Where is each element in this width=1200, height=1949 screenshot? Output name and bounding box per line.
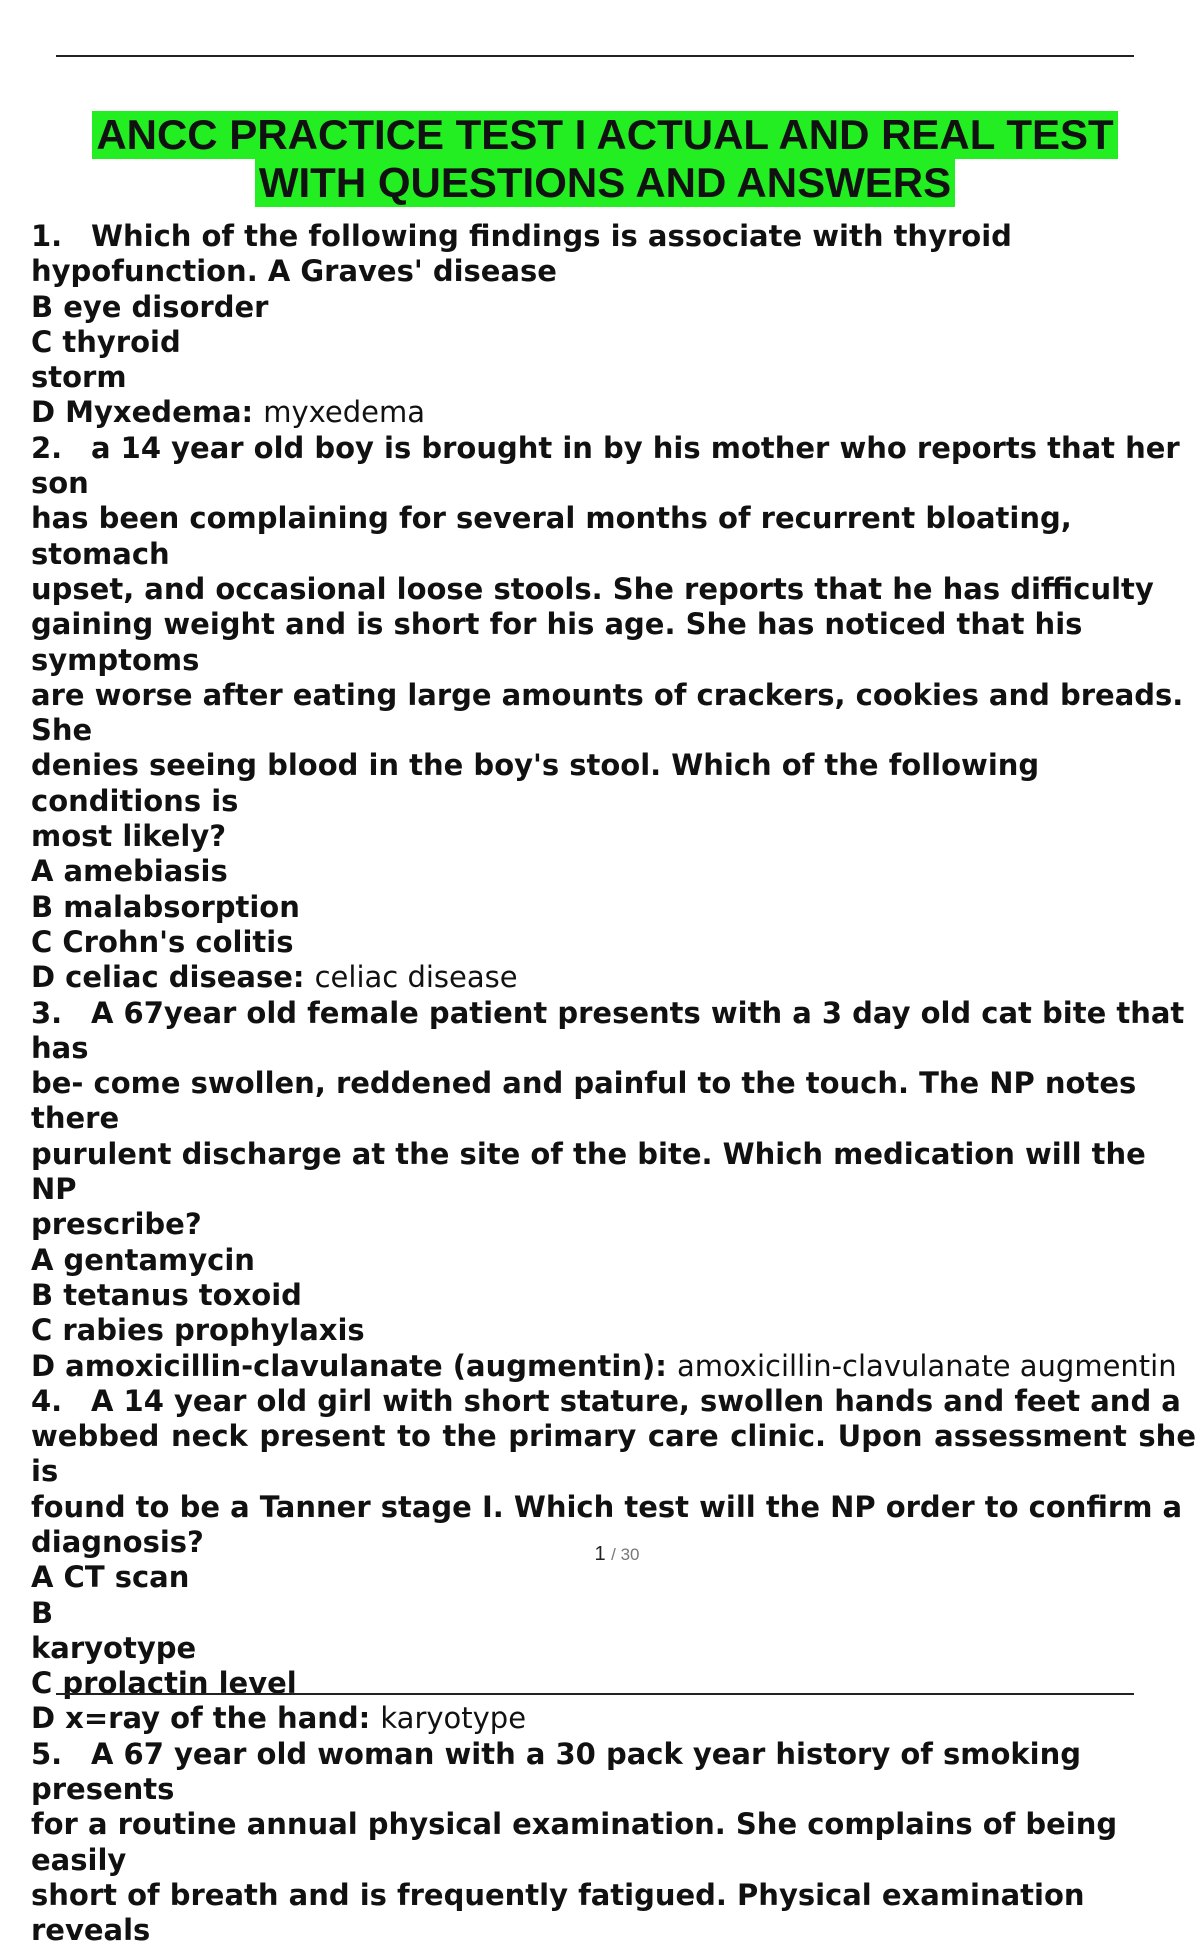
bottom-rule — [56, 1693, 1134, 1695]
option-b: B malabsorption — [31, 889, 300, 924]
question-number: 1. — [31, 219, 63, 253]
question-line: prescribe? — [31, 1207, 202, 1242]
option-c: C prolactin level — [31, 1666, 297, 1701]
question-line: for a routine annual physical examination. She complains of being easily — [31, 1807, 1118, 1877]
question-line: webbed neck present to the primary care clinic. Upon assessment she is — [31, 1419, 1196, 1489]
question-number: 3. — [31, 995, 63, 1030]
question-list — [31, 219, 1196, 1949]
option-c: C rabies prophylaxis — [31, 1313, 365, 1348]
document-title — [30, 111, 1180, 207]
option-d-answer: D celiac disease: celiac disease — [31, 960, 518, 995]
question-2-stem: 2. a 14 year old boy is brought in by his mother who reports that her son — [31, 430, 1180, 501]
question-line: most likely? — [31, 819, 227, 854]
question-line: found to be a Tanner stage I. Which test will the NP order to confirm a — [31, 1489, 1183, 1524]
option-a: A amebiasis — [31, 854, 228, 889]
option-a: A gentamycin — [31, 1242, 255, 1277]
question-number: 5. — [31, 1736, 63, 1771]
total-pages: / 30 — [611, 1545, 640, 1564]
answer: karyotype — [380, 1701, 527, 1736]
title-line-2: WITH QUESTIONS AND ANSWERS — [255, 159, 955, 207]
option-b: B eye disorder — [31, 289, 269, 324]
current-page: 1 — [594, 1543, 606, 1565]
option-b: B tetanus toxoid — [31, 1277, 302, 1312]
question-line: purulent discharge at the site of the bite. Which medication will the NP — [31, 1136, 1146, 1207]
question-line: denies seeing blood in the boy's stool. Which of the following conditions is — [31, 748, 1040, 818]
option-c: C thyroid — [31, 324, 181, 359]
question-number: 4. — [31, 1383, 63, 1418]
question-line: short of breath and is frequently fatigued. Physical examination reveals — [31, 1877, 1085, 1948]
question-5-stem: 5. A 67 year old woman with a 30 pack year history of smoking presents — [31, 1736, 1081, 1807]
page-indicator — [0, 1543, 1200, 1566]
question-line: has been complaining for several months of recurrent bloating, stomach — [31, 501, 1072, 571]
option-d-answer: D x=ray of the hand: karyotype — [31, 1701, 527, 1736]
question-1-stem: 1. Which of the following findings is associate with thyroid — [31, 219, 1012, 253]
option-d-answer: D amoxicillin-clavulanate (augmentin): amoxicillin-clavulanate augmentin — [31, 1348, 1177, 1383]
option-d-answer: D Myxedema: myxedema — [31, 395, 426, 430]
option-a: A CT scan — [31, 1560, 190, 1595]
question-line: are worse after eating large amounts of crackers, cookies and breads. She — [31, 677, 1184, 748]
question-number: 2. — [31, 430, 63, 465]
option-c-cont: storm — [31, 360, 127, 395]
answer: myxedema — [263, 395, 426, 430]
question-line: be- come swollen, reddened and painful to the touch. The NP notes there — [31, 1066, 1137, 1136]
answer: celiac disease — [314, 960, 518, 995]
top-rule — [56, 55, 1134, 57]
question-3-stem: 3. A 67year old female patient presents with a 3 day old cat bite that has — [31, 995, 1185, 1065]
answer: amoxicillin-clavulanate augmentin — [676, 1348, 1177, 1383]
option-b: B — [31, 1595, 54, 1630]
option-b-cont: karyotype — [31, 1630, 197, 1665]
title-line-1: ANCC PRACTICE TEST I ACTUAL AND REAL TEST — [92, 111, 1117, 159]
question-line: diagnosis? — [31, 1524, 204, 1559]
question-line: hypofunction. A Graves' disease — [31, 254, 557, 289]
question-line: gaining weight and is short for his age. She has noticed that his symptoms — [31, 607, 1083, 677]
question-line: upset, and occasional loose stools. She reports that he has difficulty — [31, 571, 1154, 606]
question-4-stem: 4. A 14 year old girl with short stature, swollen hands and feet and a — [31, 1383, 1181, 1418]
option-c: C Crohn's colitis — [31, 924, 294, 959]
